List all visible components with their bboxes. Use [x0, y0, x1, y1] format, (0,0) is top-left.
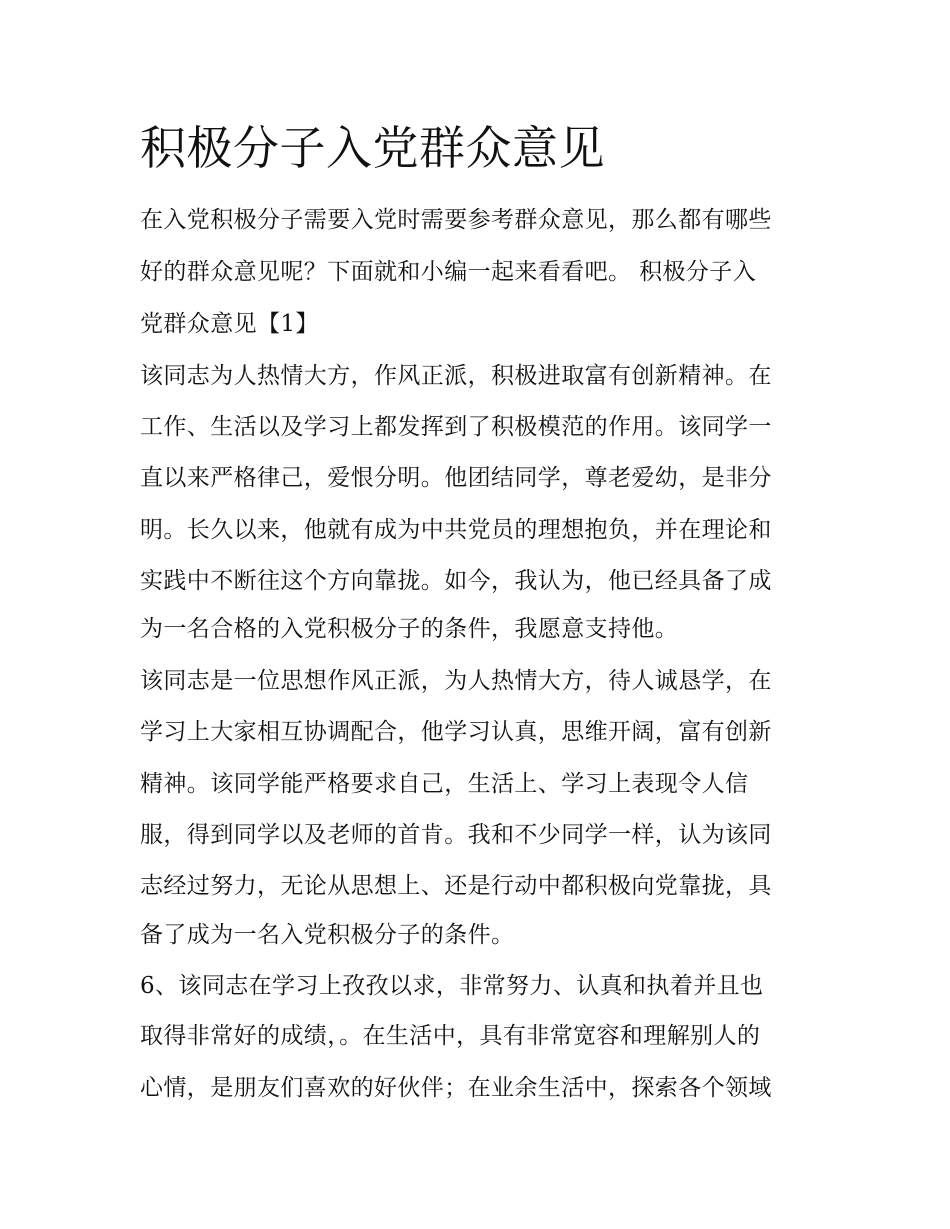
body-line: 学习上大家相互协调配合，他学习认真，思维开阔，富有创新 — [140, 719, 772, 745]
body-line: 党群众意见【1】 — [140, 311, 319, 337]
body-line: 备了成为一名入党积极分子的条件。 — [140, 922, 515, 948]
body-line: 实践中不断往这个方向靠拢。如今，我认为，他已经具备了成 — [140, 568, 772, 594]
body-line: 工作、生活以及学习上都发挥到了积极模范的作用。该同学一 — [140, 414, 772, 440]
body-line: 精神。该同学能严格要求自己，生活上、学习上表现令人信 — [140, 771, 749, 797]
body-line: 为一名合格的入党积极分子的条件，我愿意支持他。 — [140, 616, 679, 642]
body-line: 心情，是朋友们喜欢的好伙伴；在业余生活中，探索各个领域 — [140, 1075, 772, 1101]
body-line: 6、该同志在学习上孜孜以求，非常努力、认真和执着并且也 — [140, 973, 764, 999]
body-line: 该同志为人热情大方，作风正派，积极进取富有创新精神。在 — [140, 363, 772, 389]
body-line: 该同志是一位思想作风正派，为人热情大方，待人诚恳学，在 — [140, 668, 772, 694]
body-line: 服，得到同学以及老师的首肯。我和不少同学一样，认为该同 — [140, 822, 772, 848]
body-line: 志经过努力，无论从思想上、还是行动中都积极向党靠拢，具 — [140, 873, 772, 899]
body-line: 好的群众意见呢？下面就和小编一起来看看吧。 积极分子入 — [140, 259, 757, 285]
body-line: 在入党积极分子需要入党时需要参考群众意见，那么都有哪些 — [140, 207, 772, 233]
body-line: 直以来严格律己，爱恨分明。他团结同学，尊老爱幼，是非分 — [140, 465, 772, 491]
body-line: 取得非常好的成绩，。在生活中，具有非常宽容和理解别人的 — [140, 1023, 761, 1049]
document-title: 积极分子入党群众意见 — [140, 121, 605, 175]
body-line: 明。长久以来，他就有成为中共党员的理想抱负，并在理论和 — [140, 517, 772, 543]
